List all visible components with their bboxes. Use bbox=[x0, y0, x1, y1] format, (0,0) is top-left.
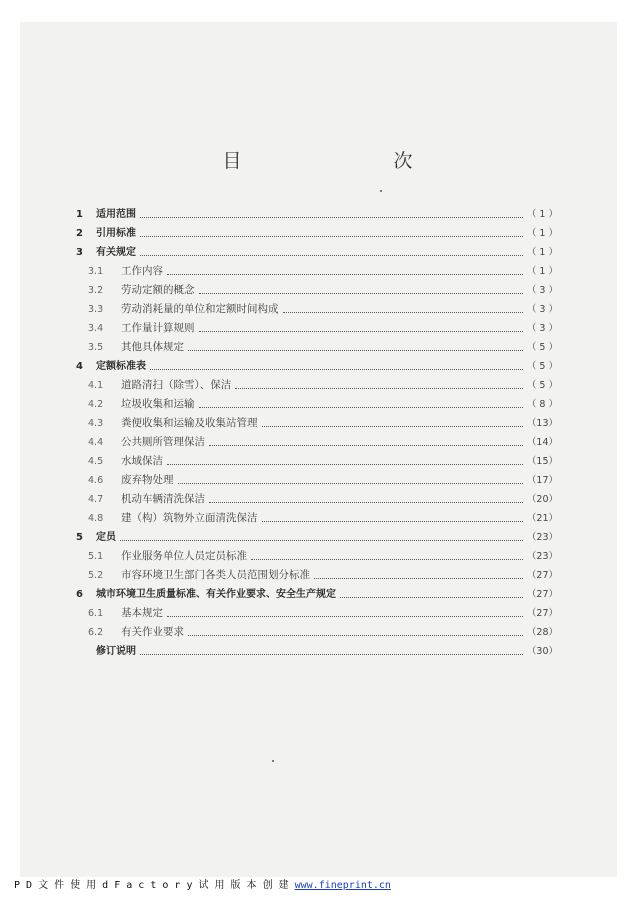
toc-entry[interactable] bbox=[76, 319, 558, 338]
toc-entry-page: （ 1 ） bbox=[526, 247, 558, 258]
toc-entry-label: 建（构）筑物外立面清洗保洁 bbox=[121, 512, 258, 524]
dot-leader bbox=[235, 387, 523, 389]
toc-entry-number: 4 bbox=[76, 361, 83, 372]
dot-leader bbox=[140, 653, 523, 655]
toc-entry[interactable] bbox=[76, 300, 558, 319]
toc-entry-number: 3.2 bbox=[88, 285, 104, 296]
toc-entry-number: 2 bbox=[76, 228, 83, 239]
dot-leader bbox=[262, 520, 523, 522]
dot-leader bbox=[340, 596, 523, 598]
toc-entry-page: （27） bbox=[526, 608, 558, 619]
toc-entry[interactable] bbox=[76, 528, 558, 547]
dot-leader bbox=[283, 311, 523, 313]
toc-entry-page: （17） bbox=[526, 475, 558, 486]
dot-leader bbox=[140, 235, 523, 237]
dot-leader bbox=[188, 349, 523, 351]
toc-entry-number: 4.5 bbox=[88, 456, 104, 467]
toc-entry-label: 基本规定 bbox=[121, 607, 163, 619]
dot-leader bbox=[167, 463, 523, 465]
toc-entry-page: （28） bbox=[526, 627, 558, 638]
dot-leader bbox=[167, 273, 523, 275]
toc-entry-page: （ 1 ） bbox=[526, 228, 558, 239]
toc-entry-label: 机动车辆清洗保洁 bbox=[121, 493, 205, 505]
dot-leader bbox=[120, 539, 523, 541]
toc-entry-number: 4.4 bbox=[88, 437, 104, 448]
dot-leader bbox=[199, 292, 523, 294]
toc-entry[interactable] bbox=[76, 490, 558, 509]
toc-entry-number: 4.2 bbox=[88, 399, 104, 410]
dot-leader bbox=[150, 368, 523, 370]
toc-entry-number: 3.5 bbox=[88, 342, 104, 353]
toc-entry[interactable] bbox=[76, 243, 558, 262]
toc-entry[interactable] bbox=[76, 452, 558, 471]
toc-entry[interactable] bbox=[76, 262, 558, 281]
toc-entry-page: （ 5 ） bbox=[526, 361, 558, 372]
toc-entry-label: 其他具体规定 bbox=[121, 341, 184, 353]
toc-entry-number: 3 bbox=[76, 247, 83, 258]
toc-entry-page: （23） bbox=[526, 551, 558, 562]
toc-entry[interactable] bbox=[76, 414, 558, 433]
dot-leader bbox=[199, 330, 523, 332]
toc-entry-label: 有关作业要求 bbox=[121, 626, 184, 638]
watermark-footer bbox=[14, 876, 391, 891]
toc-entry-page: （14） bbox=[526, 437, 558, 448]
toc-entry-label: 工作量计算规则 bbox=[121, 322, 195, 334]
toc-entry[interactable] bbox=[76, 205, 558, 224]
toc-entry-page: （ 3 ） bbox=[526, 323, 558, 334]
toc-entry-page: （ 3 ） bbox=[526, 285, 558, 296]
dot-leader bbox=[188, 634, 523, 636]
toc-entry-number: 3.1 bbox=[88, 266, 104, 277]
toc-entry-number: 4.6 bbox=[88, 475, 104, 486]
toc-entry-label: 水域保洁 bbox=[121, 455, 163, 467]
toc-entry-label: 劳动定额的概念 bbox=[121, 284, 195, 296]
toc-entry-label: 城市环境卫生质量标准、有关作业要求、安全生产规定 bbox=[96, 589, 336, 600]
toc-entry-page: （ 1 ） bbox=[526, 209, 558, 220]
dot-leader bbox=[178, 482, 523, 484]
toc-entry-number: 6.1 bbox=[88, 608, 104, 619]
dot-leader bbox=[262, 425, 523, 427]
scan-speck bbox=[380, 190, 382, 192]
toc-entry-label: 作业服务单位人员定员标准 bbox=[121, 550, 247, 562]
toc-entry[interactable] bbox=[76, 281, 558, 300]
toc-entry-label: 市容环境卫生部门各类人员范围划分标准 bbox=[121, 569, 310, 581]
toc-entry-label: 废弃物处理 bbox=[121, 474, 174, 486]
toc-entry-page: （23） bbox=[526, 532, 558, 543]
toc-entry[interactable] bbox=[76, 376, 558, 395]
dot-leader bbox=[140, 254, 523, 256]
toc-entry-number: 5.2 bbox=[88, 570, 104, 581]
dot-leader bbox=[140, 216, 523, 218]
dot-leader bbox=[209, 444, 523, 446]
toc-entry-label: 垃圾收集和运输 bbox=[121, 398, 195, 410]
toc-entry[interactable] bbox=[76, 604, 558, 623]
toc-entry-label: 适用范围 bbox=[96, 209, 136, 220]
toc-entry-page: （30） bbox=[526, 646, 558, 657]
toc-entry[interactable] bbox=[76, 566, 558, 585]
toc-entry-number: 3.4 bbox=[88, 323, 104, 334]
toc-entry-page: （13） bbox=[526, 418, 558, 429]
toc-entry[interactable] bbox=[76, 338, 558, 357]
dot-leader bbox=[199, 406, 523, 408]
toc-entry-number: 3.3 bbox=[88, 304, 104, 315]
toc-entry-label: 劳动消耗量的单位和定额时间构成 bbox=[121, 303, 279, 315]
table-of-contents bbox=[76, 205, 558, 661]
toc-entry-number: 1 bbox=[76, 209, 83, 220]
toc-entry-label: 公共厕所管理保洁 bbox=[121, 436, 205, 448]
toc-entry-page: （ 5 ） bbox=[526, 380, 558, 391]
toc-entry-label: 定员 bbox=[96, 532, 116, 543]
toc-entry-page: （ 8 ） bbox=[526, 399, 558, 410]
toc-entry[interactable] bbox=[76, 642, 558, 661]
toc-entry-label: 引用标准 bbox=[96, 228, 136, 239]
toc-entry-page: （ 3 ） bbox=[526, 304, 558, 315]
toc-entry-label: 修订说明 bbox=[96, 646, 136, 657]
toc-entry-number: 5 bbox=[76, 532, 83, 543]
toc-entry[interactable] bbox=[76, 623, 558, 642]
toc-entry-page: （21） bbox=[526, 513, 558, 524]
toc-entry[interactable] bbox=[76, 224, 558, 243]
toc-entry-number: 4.7 bbox=[88, 494, 104, 505]
toc-entry-number: 4.1 bbox=[88, 380, 104, 391]
dot-leader bbox=[314, 577, 523, 579]
toc-entry-number: 6 bbox=[76, 589, 83, 600]
scan-speck bbox=[272, 760, 274, 762]
toc-entry-label: 道路清扫（除雪）、保洁 bbox=[121, 379, 232, 391]
toc-entry[interactable] bbox=[76, 509, 558, 528]
toc-entry-label: 有关规定 bbox=[96, 247, 136, 258]
page-title: 目 次 bbox=[222, 150, 451, 172]
toc-entry-number: 5.1 bbox=[88, 551, 104, 562]
toc-entry-page: （27） bbox=[526, 589, 558, 600]
toc-entry-page: （20） bbox=[526, 494, 558, 505]
toc-entry[interactable] bbox=[76, 547, 558, 566]
toc-entry[interactable] bbox=[76, 395, 558, 414]
toc-entry-page: （ 5 ） bbox=[526, 342, 558, 353]
toc-entry-number: 4.3 bbox=[88, 418, 104, 429]
watermark-text: P D 文 件 使 用 d F a c t o r y 试 用 版 本 创 建 bbox=[14, 880, 295, 891]
toc-entry-page: （ 1 ） bbox=[526, 266, 558, 277]
watermark-link[interactable]: www.fineprint.cn bbox=[294, 880, 391, 891]
toc-entry-number: 6.2 bbox=[88, 627, 104, 638]
toc-entry-number: 4.8 bbox=[88, 513, 104, 524]
dot-leader bbox=[167, 615, 523, 617]
toc-entry-label: 定额标准表 bbox=[96, 361, 146, 372]
toc-entry[interactable] bbox=[76, 585, 558, 604]
toc-entry-page: （27） bbox=[526, 570, 558, 581]
dot-leader bbox=[209, 501, 523, 503]
toc-entry-page: （15） bbox=[526, 456, 558, 467]
dot-leader bbox=[251, 558, 523, 560]
toc-entry[interactable] bbox=[76, 471, 558, 490]
toc-entry[interactable] bbox=[76, 357, 558, 376]
toc-entry-label: 粪便收集和运输及收集站管理 bbox=[121, 417, 258, 429]
toc-entry[interactable] bbox=[76, 433, 558, 452]
toc-entry-label: 工作内容 bbox=[121, 265, 163, 277]
